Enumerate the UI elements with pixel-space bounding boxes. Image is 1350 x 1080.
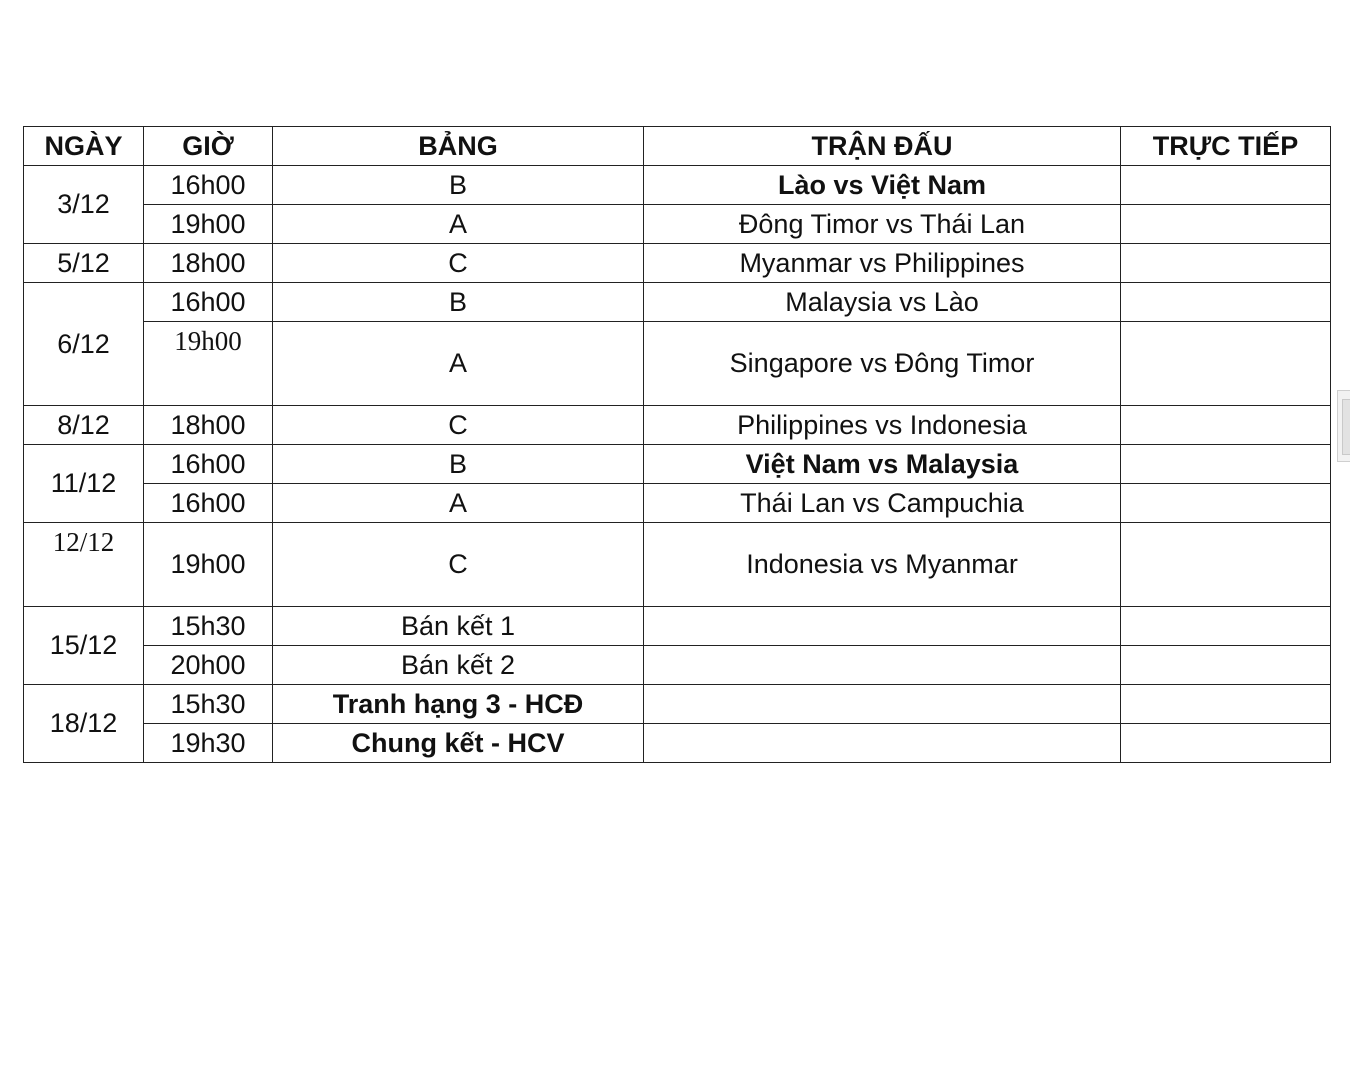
time-cell: 19h00 <box>144 322 273 406</box>
group-cell: Bán kết 1 <box>273 607 644 646</box>
time-cell: 20h00 <box>144 646 273 685</box>
header-date: NGÀY <box>24 127 144 166</box>
header-row <box>24 127 1331 166</box>
date-cell: 18/12 <box>24 685 144 763</box>
table-row <box>24 322 1331 406</box>
header-live: TRỰC TIẾP <box>1121 127 1331 166</box>
side-panel-grip <box>1342 399 1350 455</box>
date-cell: 11/12 <box>24 445 144 523</box>
time-cell: 16h00 <box>144 166 273 205</box>
live-cell[interactable] <box>1121 607 1331 646</box>
table-row <box>24 406 1331 445</box>
date-cell: 6/12 <box>24 283 144 406</box>
match-cell: Đông Timor vs Thái Lan <box>644 205 1121 244</box>
table-row <box>24 205 1331 244</box>
group-cell: Tranh hạng 3 - HCĐ <box>273 685 644 724</box>
time-cell: 15h30 <box>144 607 273 646</box>
date-cell: 5/12 <box>24 244 144 283</box>
group-cell: Bán kết 2 <box>273 646 644 685</box>
live-cell[interactable] <box>1121 205 1331 244</box>
time-cell: 19h00 <box>144 523 273 607</box>
match-cell <box>644 607 1121 646</box>
match-cell <box>644 685 1121 724</box>
live-cell[interactable] <box>1121 445 1331 484</box>
table-row <box>24 724 1331 763</box>
match-cell: Lào vs Việt Nam <box>644 166 1121 205</box>
match-cell: Myanmar vs Philippines <box>644 244 1121 283</box>
group-cell: A <box>273 205 644 244</box>
time-cell: 19h30 <box>144 724 273 763</box>
date-cell: 12/12 <box>24 523 144 607</box>
table-row <box>24 523 1331 607</box>
table-row <box>24 607 1331 646</box>
table-row <box>24 244 1331 283</box>
time-cell: 16h00 <box>144 283 273 322</box>
table-row <box>24 445 1331 484</box>
match-cell: Việt Nam vs Malaysia <box>644 445 1121 484</box>
table-row <box>24 646 1331 685</box>
group-cell: A <box>273 484 644 523</box>
time-cell: 15h30 <box>144 685 273 724</box>
live-cell[interactable] <box>1121 244 1331 283</box>
live-cell[interactable] <box>1121 322 1331 406</box>
match-schedule-table <box>23 126 1331 763</box>
table-row <box>24 283 1331 322</box>
time-cell: 19h00 <box>144 205 273 244</box>
table-row <box>24 484 1331 523</box>
header-match: TRẬN ĐẤU <box>644 127 1121 166</box>
match-cell <box>644 646 1121 685</box>
match-cell: Indonesia vs Myanmar <box>644 523 1121 607</box>
header-group: BẢNG <box>273 127 644 166</box>
match-cell: Singapore vs Đông Timor <box>644 322 1121 406</box>
live-cell[interactable] <box>1121 724 1331 763</box>
live-cell[interactable] <box>1121 484 1331 523</box>
time-cell: 18h00 <box>144 406 273 445</box>
live-cell[interactable] <box>1121 646 1331 685</box>
group-cell: C <box>273 406 644 445</box>
group-cell: B <box>273 445 644 484</box>
date-cell: 8/12 <box>24 406 144 445</box>
group-cell: Chung kết - HCV <box>273 724 644 763</box>
time-cell: 16h00 <box>144 484 273 523</box>
live-cell[interactable] <box>1121 685 1331 724</box>
group-cell: C <box>273 244 644 283</box>
match-cell: Philippines vs Indonesia <box>644 406 1121 445</box>
match-cell: Thái Lan vs Campuchia <box>644 484 1121 523</box>
group-cell: B <box>273 166 644 205</box>
live-cell[interactable] <box>1121 166 1331 205</box>
date-cell: 3/12 <box>24 166 144 244</box>
group-cell: C <box>273 523 644 607</box>
match-cell <box>644 724 1121 763</box>
date-cell: 15/12 <box>24 607 144 685</box>
side-panel-handle[interactable] <box>1337 390 1350 462</box>
group-cell: A <box>273 322 644 406</box>
table-row <box>24 685 1331 724</box>
time-cell: 16h00 <box>144 445 273 484</box>
live-cell[interactable] <box>1121 406 1331 445</box>
group-cell: B <box>273 283 644 322</box>
live-cell[interactable] <box>1121 523 1331 607</box>
header-time: GIỜ <box>144 127 273 166</box>
match-cell: Malaysia vs Lào <box>644 283 1121 322</box>
table-row <box>24 166 1331 205</box>
time-cell: 18h00 <box>144 244 273 283</box>
live-cell[interactable] <box>1121 283 1331 322</box>
